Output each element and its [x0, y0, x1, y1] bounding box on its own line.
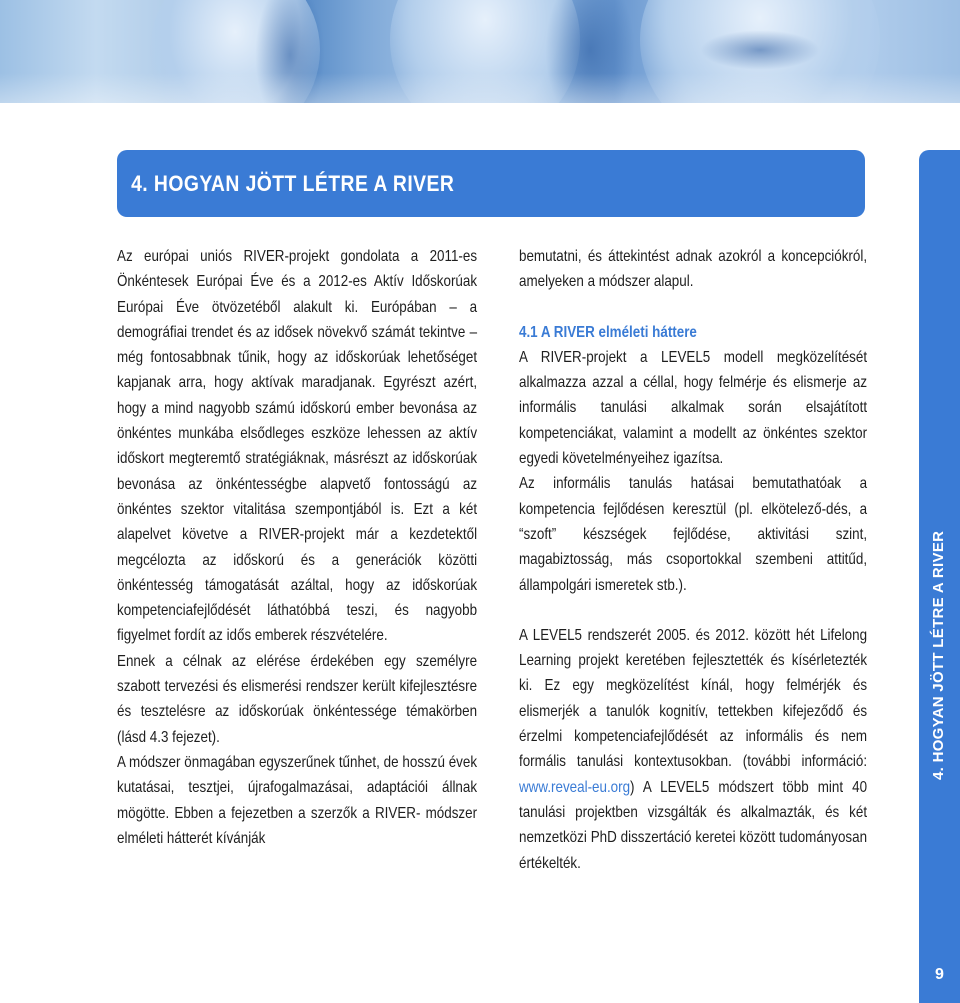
body-paragraph: A módszer önmagában egyszerűnek tűnhet, de hosszú évek kutatásai, tesztjei, újrafogalmazásai, adaptációi állnak mögötte. Ebben a fejezetben a szerzők a RIVER- módszer elméleti hátterét kívánják — [117, 753, 478, 847]
body-paragraph: Ennek a célnak az elérése érdekében egy személyre szabott tervezési és elismerési rendszer került kifejlesztésre és tesztelésre az időskorúak önkéntessége témakörben (lásd 4.3 fejezet). — [117, 652, 478, 746]
chapter-title: 4. HOGYAN JÖTT LÉTRE A RIVER — [131, 170, 455, 196]
page-number: 9 — [935, 966, 944, 983]
body-paragraph: Az informális tanulás hatásai bemutathatóak a kompetencia fejlődésen keresztül (pl. elkötelező-dés, a “szoft” készségek fejlődése, aktivitási szint, magabiztosság, más csoportokkal szembeni attitűd, állampolgári ismeretek stb.). — [519, 475, 868, 594]
right-column — [519, 244, 867, 876]
side-chapter-label: 4. HOGYAN JÖTT LÉTRE A RIVER — [930, 530, 947, 780]
body-paragraph: Az európai uniós RIVER-projekt gondolata a 2011-es Önkéntesek Európai Éve és a 2012-es Aktív Időskorúak Európai Éve ötvözetéből alakult ki. Európában – a demográfiai trendet és az idősek növekvő számát tekintve – még fontosabbnak tűnik, hogy az időskorúak lehetőséget kapjanak arra, hogy aktívak maradjanak. Egyrészt azért, hogy a mind nagyobb számú időskorú ember bevonása az önkéntes munkába elsődleges eszköze lehessen az aktív időskort megteremtő stratégiáknak, másrészt az időskorúak bevonása az önkéntességbe alapvető fontosságú az önkéntes szektor vitalitása szempontjából is. Ezt a két alapelvet követve a RIVER-projekt már a kezdetektől megcélozta az időskorú és a generációk közötti önkéntesség támogatását azáltal, hogy az időskorúak kompetenciafejlődését láthatóbbá teszi, és nagyobb figyelmet fordít az idős emberek részvételére. — [117, 248, 478, 645]
left-column — [117, 244, 477, 851]
header-photo — [0, 0, 960, 103]
body-paragraph — [519, 623, 867, 876]
body-paragraph: A RIVER-projekt a LEVEL5 modell megközelítését alkalmazza azzal a céllal, hogy felmérje és elismerje az informális tanulási alkalmak során elsajátított kompetenciákat, valamint a modellt az önkéntes szektor egyedi követelményeihez igazítsa. — [519, 348, 868, 468]
body-text: ) A LEVEL5 módszert több mint 40 tanulási projektben vizsgálták és alkalmazták, és két nemzetközi PhD disszertáció keretei között tudományosan értékelték. — [519, 778, 868, 872]
body-paragraph: bemutatni, és áttekintést adnak azokról a koncepciókról, amelyeken a módszer alapul. — [519, 248, 868, 291]
chapter-title-bar — [117, 150, 865, 217]
section-heading: 4.1 A RIVER elméleti háttere — [519, 323, 697, 341]
reveal-link[interactable]: www.reveal-eu.org — [519, 778, 631, 796]
side-chapter-tab — [919, 150, 960, 1003]
body-text: A LEVEL5 rendszerét 2005. és 2012. között hét Lifelong Learning projekt keretében fejlesztették és kísérletezték ki. Ez egy megközelítést kínál, hogy felmérjék és elismerjék a tanulók kognitív, tettekben kifejeződő és érzelmi kompetenciafejlődését az informális és nem formális tanulási kontextusokban. (további információ: — [519, 626, 868, 771]
